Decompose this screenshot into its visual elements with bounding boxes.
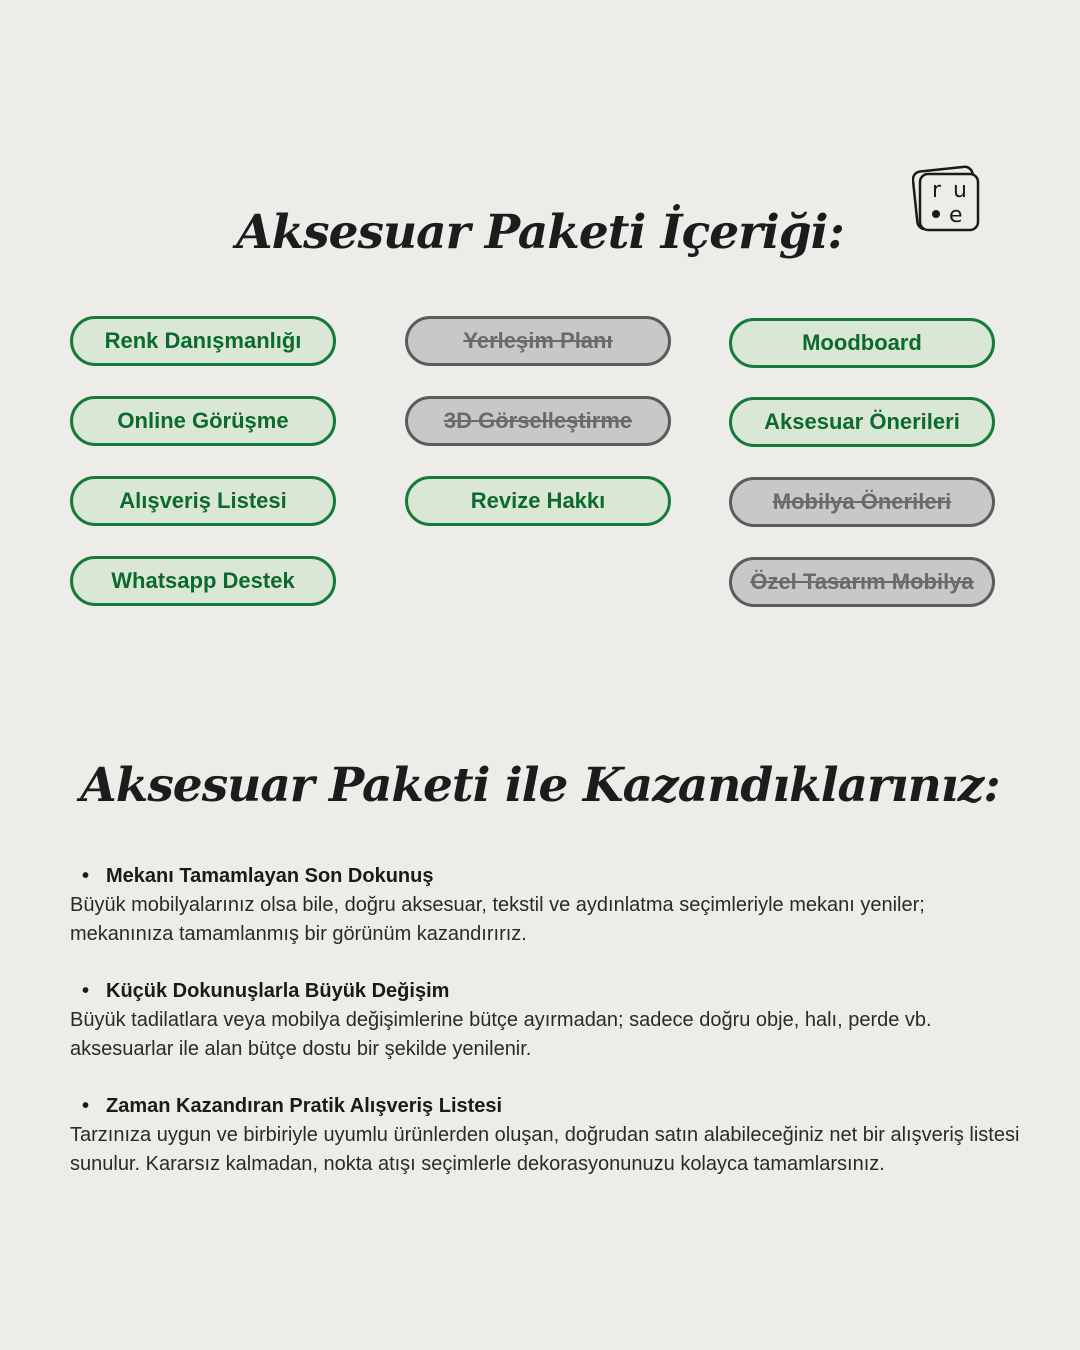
benefit-heading: Mekanı Tamamlayan Son Dokunuş <box>106 865 434 887</box>
benefit-body: Büyük mobilyalarınız olsa bile, doğru aksesuar, tekstil ve aydınlatma seçimleriyle mekanı yeniler; mekanınıza tamamlanmış bir görünüm kazandırırız. <box>70 894 925 945</box>
benefit-item <box>70 977 1020 1064</box>
pill-aksesuar-onerileri: Aksesuar Önerileri <box>729 397 995 447</box>
benefit-body: Tarzınıza uygun ve birbiriyle uyumlu ürünlerden oluşan, doğrudan satın alabileceğiniz net bir alışveriş listesi sunulur. Kararsız kalmadan, nokta atışı seçimlerle dekorasyonunuzu kolayca tamamlarsınız. <box>70 1124 1020 1175</box>
benefit-heading: Küçük Dokunuşlarla Büyük Değişim <box>106 980 450 1002</box>
pill-ozel-tasarim-mobilya: Özel Tasarım Mobilya <box>729 557 995 607</box>
pill-whatsapp-destek: Whatsapp Destek <box>70 556 336 606</box>
logo-letter-u: u <box>953 178 967 203</box>
pill-mobilya-onerileri: Mobilya Önerileri <box>729 477 995 527</box>
benefit-item <box>70 1092 1020 1179</box>
pill-3d-gorsellestirme: 3D Görselleştirme <box>405 396 671 446</box>
pill-yerlesim-plani: Yerleşim Planı <box>405 316 671 366</box>
package-contents-title: Aksesuar Paketi İçeriği: <box>236 205 844 260</box>
benefits-list <box>70 862 1020 1207</box>
pill-alisveris-listesi: Alışveriş Listesi <box>70 476 336 526</box>
pill-online-gorusme: Online Görüşme <box>70 396 336 446</box>
bullet-icon: • <box>82 865 90 887</box>
benefit-heading: Zaman Kazandıran Pratik Alışveriş Listesi <box>106 1095 503 1117</box>
bullet-icon: • <box>82 1095 90 1117</box>
benefits-title: Aksesuar Paketi ile Kazandıklarınız: <box>80 758 1000 813</box>
pill-moodboard: Moodboard <box>729 318 995 368</box>
bullet-icon: • <box>82 980 90 1002</box>
benefit-item <box>70 862 1020 949</box>
logo-letter-e: e <box>949 203 963 228</box>
logo-letter-r: r <box>932 178 942 203</box>
benefit-body: Büyük tadilatlara veya mobilya değişimlerine bütçe ayırmadan; sadece doğru obje, halı, perde vb. aksesuarlar ile alan bütçe dostu bir şekilde yenilenir. <box>70 1009 932 1060</box>
pill-renk-danismanligi: Renk Danışmanlığı <box>70 316 336 366</box>
pill-revize-hakki: Revize Hakkı <box>405 476 671 526</box>
